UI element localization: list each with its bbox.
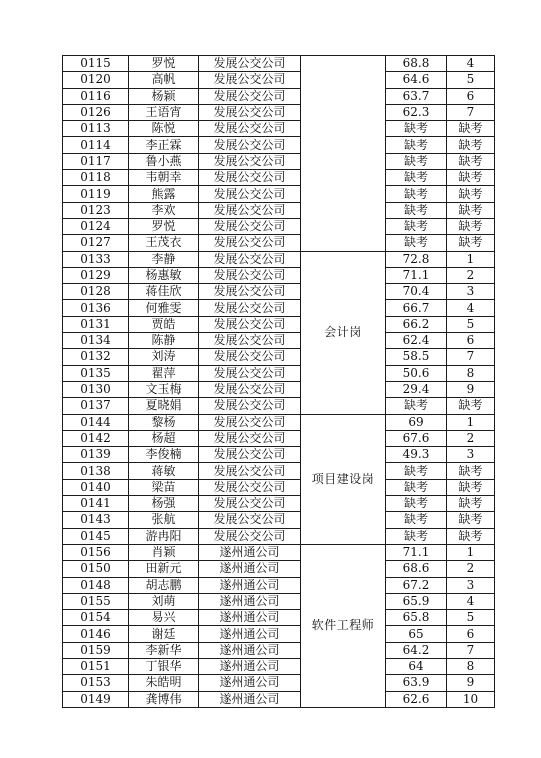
candidate-name-cell: 丁银华 — [129, 658, 199, 674]
table-row — [63, 626, 495, 642]
candidate-id-cell: 0143 — [63, 512, 129, 528]
company-cell: 遂州通公司 — [199, 626, 301, 642]
rank-cell: 缺考 — [447, 202, 495, 218]
rank-cell: 3 — [447, 577, 495, 593]
company-cell: 发展公交公司 — [199, 512, 301, 528]
candidate-id-cell: 0151 — [63, 658, 129, 674]
candidate-name-cell: 李静 — [129, 251, 199, 267]
candidate-id-cell: 0127 — [63, 235, 129, 251]
candidate-name-cell: 张航 — [129, 512, 199, 528]
candidate-name-cell: 李俊楠 — [129, 447, 199, 463]
company-cell: 发展公交公司 — [199, 267, 301, 283]
table-row — [63, 72, 495, 88]
table-row — [63, 137, 495, 153]
rank-cell: 4 — [447, 56, 495, 72]
company-cell: 发展公交公司 — [199, 284, 301, 300]
score-cell: 缺考 — [386, 496, 447, 512]
company-cell: 发展公交公司 — [199, 333, 301, 349]
score-cell: 缺考 — [386, 479, 447, 495]
score-cell: 64 — [386, 658, 447, 674]
company-cell: 发展公交公司 — [199, 300, 301, 316]
table-row — [63, 658, 495, 674]
rank-cell: 1 — [447, 544, 495, 560]
candidate-id-cell: 0120 — [63, 72, 129, 88]
company-cell: 发展公交公司 — [199, 72, 301, 88]
table-row — [63, 430, 495, 446]
company-cell: 发展公交公司 — [199, 365, 301, 381]
table-row — [63, 544, 495, 560]
candidate-name-cell: 黎杨 — [129, 414, 199, 430]
score-cell: 缺考 — [386, 218, 447, 234]
candidate-id-cell: 0116 — [63, 88, 129, 104]
candidate-name-cell: 蒋佳欣 — [129, 284, 199, 300]
rank-cell: 10 — [447, 691, 495, 707]
candidate-id-cell: 0154 — [63, 610, 129, 626]
table-row — [63, 300, 495, 316]
company-cell: 发展公交公司 — [199, 479, 301, 495]
table-row — [63, 642, 495, 658]
company-cell: 遂州通公司 — [199, 610, 301, 626]
company-cell: 发展公交公司 — [199, 381, 301, 397]
score-cell: 64.6 — [386, 72, 447, 88]
candidate-name-cell: 夏晓娟 — [129, 398, 199, 414]
candidate-name-cell: 朱皓明 — [129, 675, 199, 691]
rank-cell: 缺考 — [447, 186, 495, 202]
score-cell: 63.9 — [386, 675, 447, 691]
score-cell: 缺考 — [386, 235, 447, 251]
candidate-id-cell: 0140 — [63, 479, 129, 495]
results-table — [62, 55, 495, 708]
rank-cell: 3 — [447, 447, 495, 463]
table-row — [63, 610, 495, 626]
candidate-id-cell: 0149 — [63, 691, 129, 707]
rank-cell: 5 — [447, 72, 495, 88]
score-cell: 29.4 — [386, 381, 447, 397]
candidate-id-cell: 0142 — [63, 430, 129, 446]
table-row — [63, 235, 495, 251]
table-row — [63, 463, 495, 479]
table-row — [63, 284, 495, 300]
company-cell: 遂州通公司 — [199, 593, 301, 609]
candidate-name-cell: 何雅雯 — [129, 300, 199, 316]
company-cell: 遂州通公司 — [199, 658, 301, 674]
table-row — [63, 381, 495, 397]
candidate-name-cell: 田新元 — [129, 561, 199, 577]
score-cell: 62.6 — [386, 691, 447, 707]
candidate-id-cell: 0131 — [63, 316, 129, 332]
score-cell: 71.1 — [386, 544, 447, 560]
candidate-name-cell: 刘涛 — [129, 349, 199, 365]
score-cell: 71.1 — [386, 267, 447, 283]
company-cell: 发展公交公司 — [199, 349, 301, 365]
table-row — [63, 398, 495, 414]
score-cell: 缺考 — [386, 186, 447, 202]
score-cell: 67.2 — [386, 577, 447, 593]
candidate-name-cell: 陈静 — [129, 333, 199, 349]
company-cell: 发展公交公司 — [199, 316, 301, 332]
candidate-name-cell: 蒋敏 — [129, 463, 199, 479]
candidate-id-cell: 0135 — [63, 365, 129, 381]
position-cell — [301, 56, 386, 252]
candidate-name-cell: 王语宵 — [129, 104, 199, 120]
table-row — [63, 153, 495, 169]
company-cell: 发展公交公司 — [199, 104, 301, 120]
table-row — [63, 593, 495, 609]
candidate-name-cell: 易兴 — [129, 610, 199, 626]
rank-cell: 1 — [447, 414, 495, 430]
candidate-id-cell: 0156 — [63, 544, 129, 560]
candidate-id-cell: 0129 — [63, 267, 129, 283]
score-cell: 缺考 — [386, 398, 447, 414]
candidate-id-cell: 0133 — [63, 251, 129, 267]
company-cell: 发展公交公司 — [199, 235, 301, 251]
company-cell: 发展公交公司 — [199, 121, 301, 137]
candidate-name-cell: 陈悦 — [129, 121, 199, 137]
score-cell: 66.2 — [386, 316, 447, 332]
rank-cell: 缺考 — [447, 398, 495, 414]
table-row — [63, 170, 495, 186]
score-cell: 68.6 — [386, 561, 447, 577]
rank-cell: 2 — [447, 430, 495, 446]
candidate-id-cell: 0130 — [63, 381, 129, 397]
candidate-id-cell: 0155 — [63, 593, 129, 609]
score-cell: 缺考 — [386, 153, 447, 169]
rank-cell: 缺考 — [447, 137, 495, 153]
table-row — [63, 675, 495, 691]
candidate-id-cell: 0117 — [63, 153, 129, 169]
rank-cell: 缺考 — [447, 528, 495, 544]
table-row — [63, 561, 495, 577]
candidate-id-cell: 0132 — [63, 349, 129, 365]
candidate-id-cell: 0134 — [63, 333, 129, 349]
company-cell: 发展公交公司 — [199, 251, 301, 267]
table-row — [63, 479, 495, 495]
candidate-id-cell: 0159 — [63, 642, 129, 658]
company-cell: 遂州通公司 — [199, 675, 301, 691]
score-cell: 72.8 — [386, 251, 447, 267]
rank-cell: 缺考 — [447, 512, 495, 528]
score-cell: 缺考 — [386, 121, 447, 137]
rank-cell: 7 — [447, 104, 495, 120]
rank-cell: 5 — [447, 316, 495, 332]
candidate-id-cell: 0119 — [63, 186, 129, 202]
score-cell: 62.3 — [386, 104, 447, 120]
rank-cell: 8 — [447, 365, 495, 381]
table-row — [63, 577, 495, 593]
table-row — [63, 691, 495, 707]
score-cell: 65.8 — [386, 610, 447, 626]
candidate-name-cell: 杨强 — [129, 496, 199, 512]
candidate-id-cell: 0115 — [63, 56, 129, 72]
table-row — [63, 447, 495, 463]
candidate-id-cell: 0128 — [63, 284, 129, 300]
score-cell: 67.6 — [386, 430, 447, 446]
score-cell: 66.7 — [386, 300, 447, 316]
candidate-id-cell: 0136 — [63, 300, 129, 316]
candidate-id-cell: 0145 — [63, 528, 129, 544]
rank-cell: 4 — [447, 300, 495, 316]
score-cell: 65.9 — [386, 593, 447, 609]
candidate-name-cell: 王茂衣 — [129, 235, 199, 251]
company-cell: 发展公交公司 — [199, 170, 301, 186]
candidate-name-cell: 文玉梅 — [129, 381, 199, 397]
company-cell: 发展公交公司 — [199, 186, 301, 202]
table-row — [63, 251, 495, 267]
company-cell: 发展公交公司 — [199, 496, 301, 512]
candidate-name-cell: 韦朝幸 — [129, 170, 199, 186]
score-cell: 缺考 — [386, 202, 447, 218]
candidate-name-cell: 杨惠敏 — [129, 267, 199, 283]
table-row — [63, 202, 495, 218]
candidate-name-cell: 李欢 — [129, 202, 199, 218]
candidate-id-cell: 0114 — [63, 137, 129, 153]
score-cell: 缺考 — [386, 512, 447, 528]
candidate-id-cell: 0139 — [63, 447, 129, 463]
candidate-id-cell: 0138 — [63, 463, 129, 479]
score-cell: 62.4 — [386, 333, 447, 349]
table-row — [63, 218, 495, 234]
table-row — [63, 512, 495, 528]
rank-cell: 3 — [447, 284, 495, 300]
score-cell: 缺考 — [386, 170, 447, 186]
candidate-name-cell: 杨超 — [129, 430, 199, 446]
candidate-id-cell: 0148 — [63, 577, 129, 593]
table-row — [63, 121, 495, 137]
company-cell: 发展公交公司 — [199, 528, 301, 544]
position-cell: 项目建设岗 — [301, 414, 386, 544]
company-cell: 发展公交公司 — [199, 414, 301, 430]
table-row — [63, 186, 495, 202]
candidate-name-cell: 熊露 — [129, 186, 199, 202]
company-cell: 发展公交公司 — [199, 430, 301, 446]
rank-cell: 9 — [447, 675, 495, 691]
score-cell: 缺考 — [386, 463, 447, 479]
rank-cell: 8 — [447, 658, 495, 674]
candidate-name-cell: 杨颖 — [129, 88, 199, 104]
score-cell: 65 — [386, 626, 447, 642]
rank-cell: 7 — [447, 349, 495, 365]
company-cell: 发展公交公司 — [199, 88, 301, 104]
table-row — [63, 316, 495, 332]
rank-cell: 6 — [447, 88, 495, 104]
score-cell: 缺考 — [386, 528, 447, 544]
candidate-id-cell: 0141 — [63, 496, 129, 512]
table-row — [63, 333, 495, 349]
candidate-id-cell: 0150 — [63, 561, 129, 577]
company-cell: 发展公交公司 — [199, 56, 301, 72]
rank-cell: 缺考 — [447, 170, 495, 186]
rank-cell: 9 — [447, 381, 495, 397]
score-cell: 64.2 — [386, 642, 447, 658]
results-table-body — [63, 56, 495, 708]
rank-cell: 缺考 — [447, 479, 495, 495]
score-cell: 63.7 — [386, 88, 447, 104]
rank-cell: 1 — [447, 251, 495, 267]
table-row — [63, 365, 495, 381]
score-cell: 58.5 — [386, 349, 447, 365]
company-cell: 发展公交公司 — [199, 218, 301, 234]
rank-cell: 缺考 — [447, 235, 495, 251]
company-cell: 遂州通公司 — [199, 561, 301, 577]
score-cell: 70.4 — [386, 284, 447, 300]
candidate-name-cell: 龚博伟 — [129, 691, 199, 707]
candidate-name-cell: 谢廷 — [129, 626, 199, 642]
position-cell: 会计岗 — [301, 251, 386, 414]
position-cell: 软件工程师 — [301, 544, 386, 707]
rank-cell: 6 — [447, 626, 495, 642]
table-row — [63, 496, 495, 512]
candidate-name-cell: 翟萍 — [129, 365, 199, 381]
table-row — [63, 414, 495, 430]
table-row — [63, 267, 495, 283]
candidate-name-cell: 鲁小燕 — [129, 153, 199, 169]
candidate-id-cell: 0146 — [63, 626, 129, 642]
rank-cell: 缺考 — [447, 463, 495, 479]
candidate-name-cell: 李正霖 — [129, 137, 199, 153]
candidate-name-cell: 梁苗 — [129, 479, 199, 495]
rank-cell: 缺考 — [447, 218, 495, 234]
company-cell: 遂州通公司 — [199, 642, 301, 658]
rank-cell: 4 — [447, 593, 495, 609]
company-cell: 发展公交公司 — [199, 153, 301, 169]
rank-cell: 2 — [447, 267, 495, 283]
candidate-name-cell: 肖颖 — [129, 544, 199, 560]
candidate-id-cell: 0113 — [63, 121, 129, 137]
score-cell: 69 — [386, 414, 447, 430]
company-cell: 发展公交公司 — [199, 463, 301, 479]
score-cell: 缺考 — [386, 137, 447, 153]
candidate-id-cell: 0126 — [63, 104, 129, 120]
candidate-name-cell: 贾皓 — [129, 316, 199, 332]
score-cell: 68.8 — [386, 56, 447, 72]
rank-cell: 5 — [447, 610, 495, 626]
company-cell: 发展公交公司 — [199, 137, 301, 153]
company-cell: 发展公交公司 — [199, 398, 301, 414]
rank-cell: 缺考 — [447, 496, 495, 512]
table-row — [63, 349, 495, 365]
candidate-id-cell: 0144 — [63, 414, 129, 430]
candidate-name-cell: 李新华 — [129, 642, 199, 658]
table-row — [63, 88, 495, 104]
company-cell: 遂州通公司 — [199, 577, 301, 593]
candidate-id-cell: 0153 — [63, 675, 129, 691]
candidate-id-cell: 0137 — [63, 398, 129, 414]
candidate-name-cell: 游冉阳 — [129, 528, 199, 544]
score-cell: 50.6 — [386, 365, 447, 381]
candidate-name-cell: 刘萌 — [129, 593, 199, 609]
company-cell: 发展公交公司 — [199, 202, 301, 218]
candidate-id-cell: 0124 — [63, 218, 129, 234]
company-cell: 遂州通公司 — [199, 691, 301, 707]
table-row — [63, 56, 495, 72]
rank-cell: 缺考 — [447, 121, 495, 137]
candidate-name-cell: 罗悦 — [129, 56, 199, 72]
company-cell: 发展公交公司 — [199, 447, 301, 463]
company-cell: 遂州通公司 — [199, 544, 301, 560]
candidate-name-cell: 高帆 — [129, 72, 199, 88]
score-cell: 49.3 — [386, 447, 447, 463]
candidate-name-cell: 罗悦 — [129, 218, 199, 234]
candidate-id-cell: 0118 — [63, 170, 129, 186]
table-row — [63, 528, 495, 544]
rank-cell: 缺考 — [447, 153, 495, 169]
rank-cell: 6 — [447, 333, 495, 349]
candidate-id-cell: 0123 — [63, 202, 129, 218]
rank-cell: 2 — [447, 561, 495, 577]
table-row — [63, 104, 495, 120]
candidate-name-cell: 胡志鹏 — [129, 577, 199, 593]
rank-cell: 7 — [447, 642, 495, 658]
